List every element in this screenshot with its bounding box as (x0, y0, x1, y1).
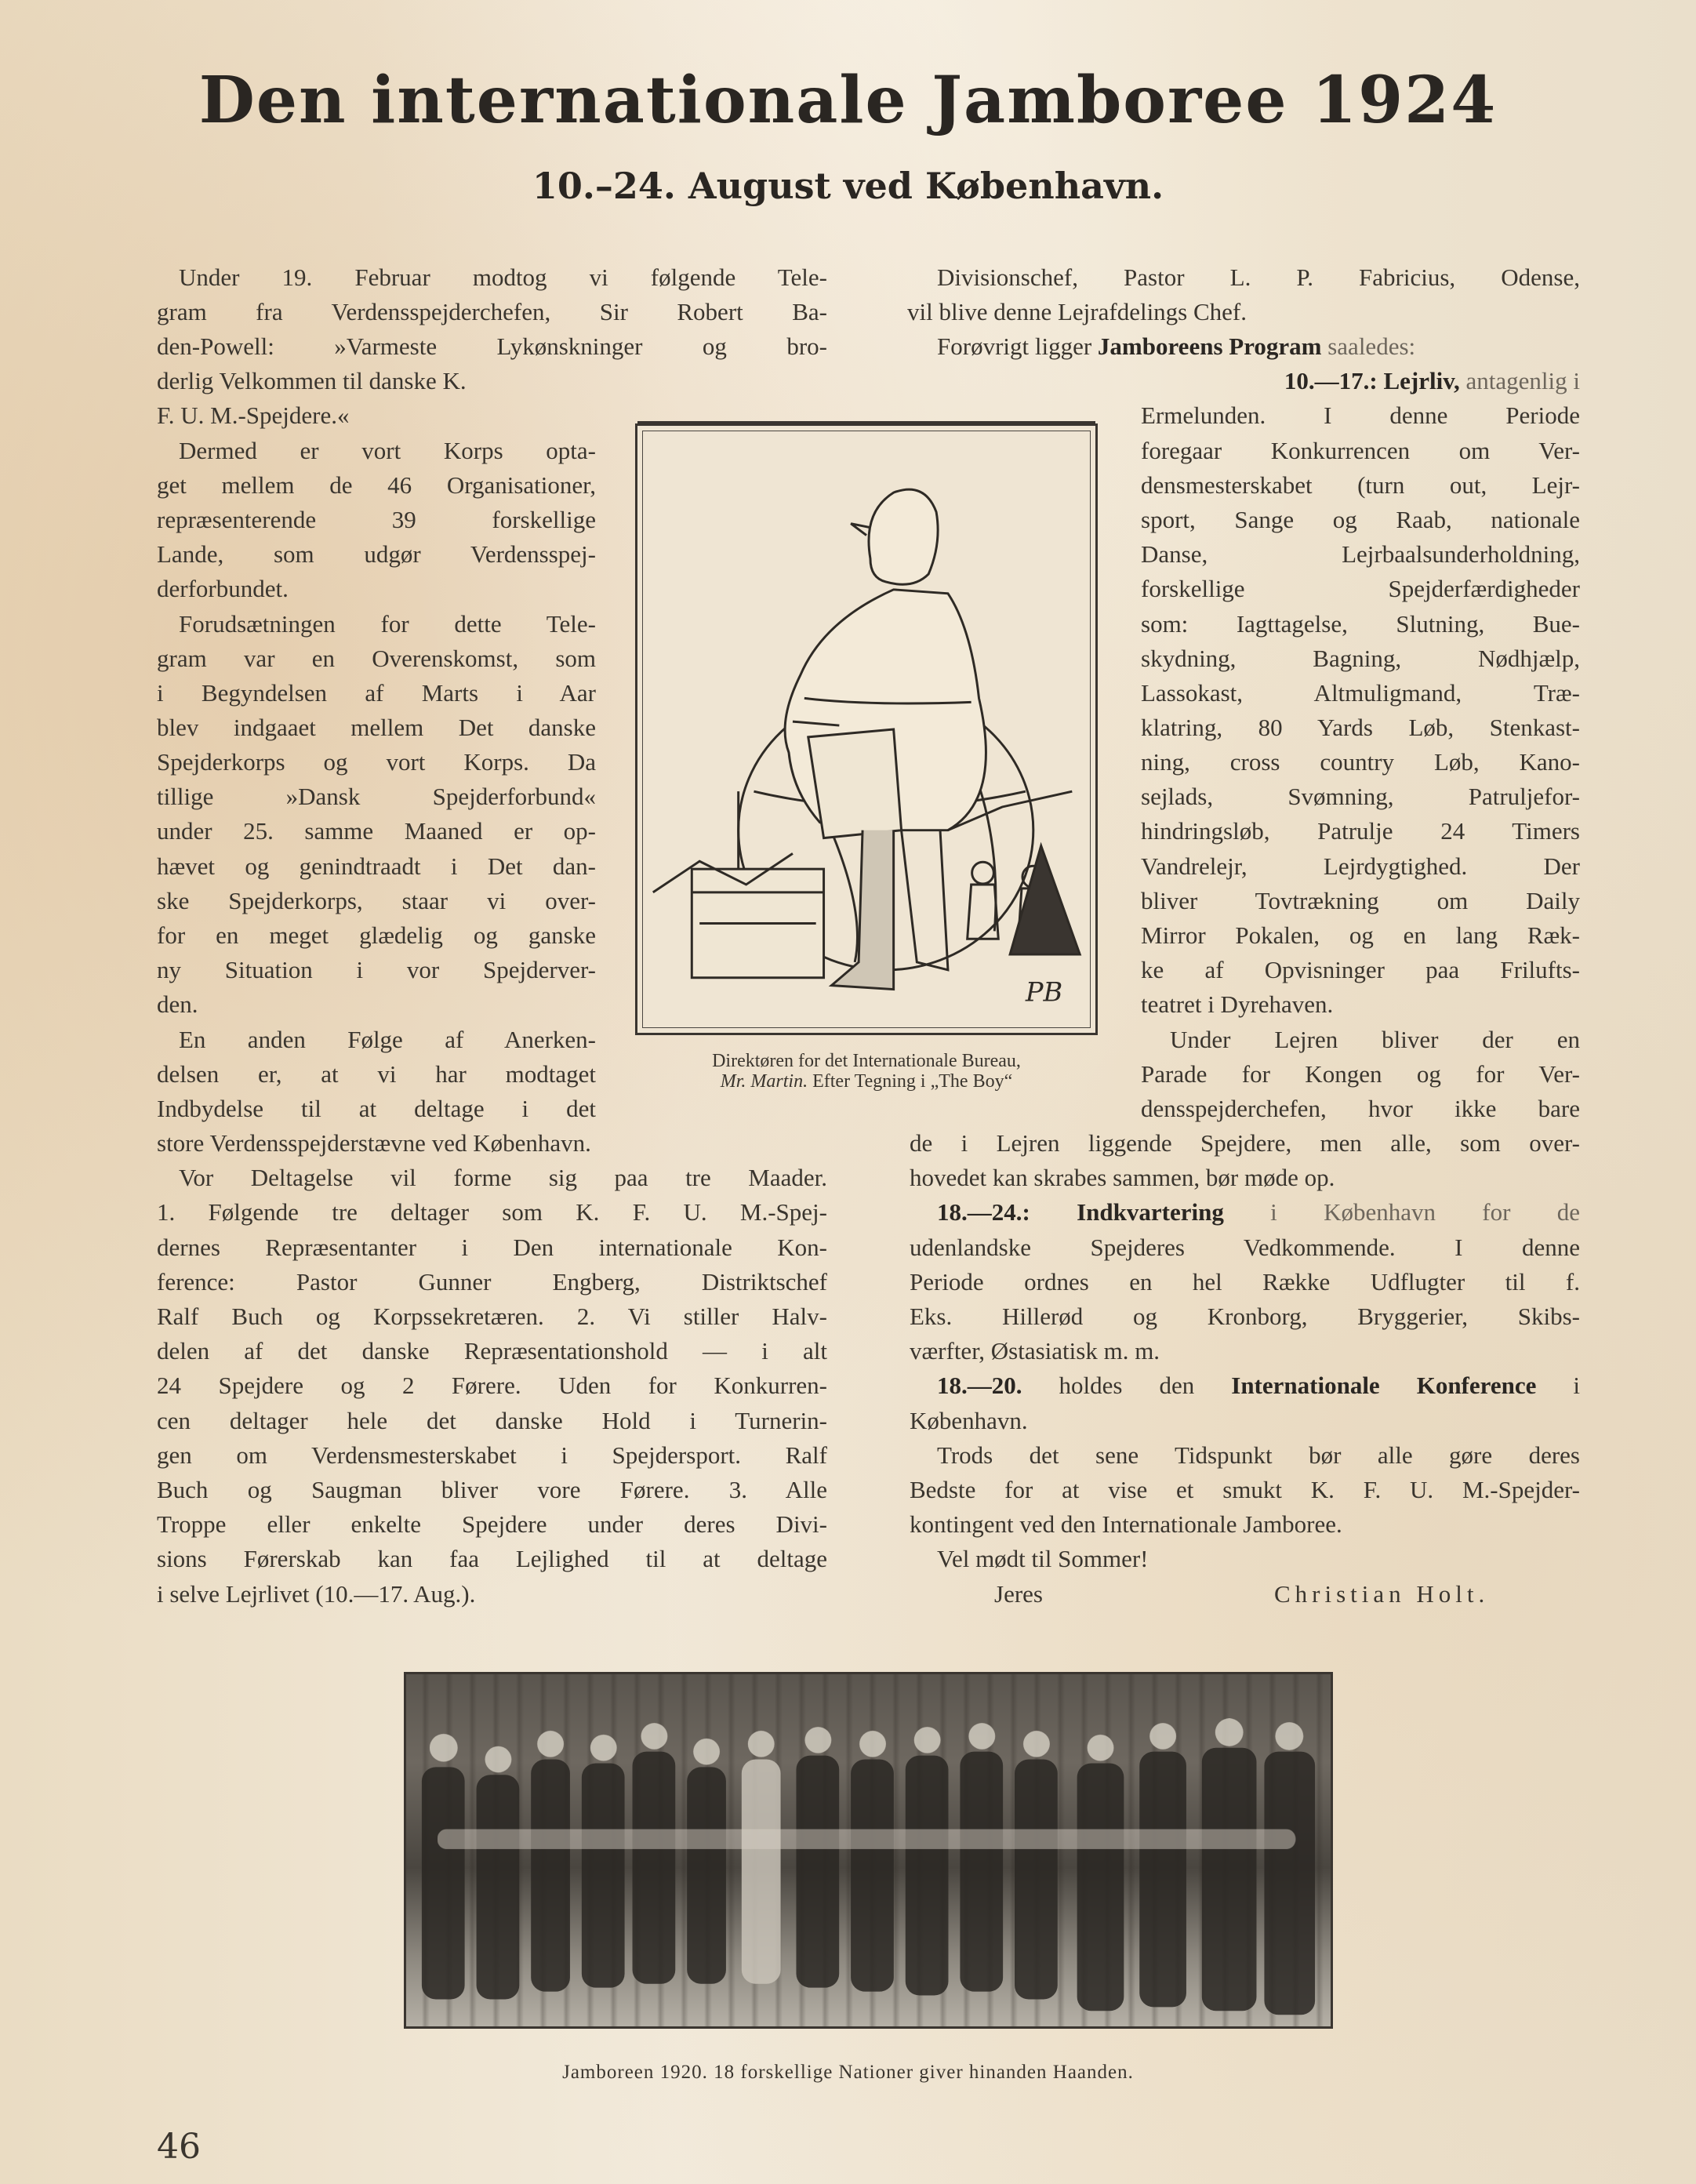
signature-name: Christian Holt. (1274, 1580, 1490, 1608)
text-line: udenlandske Spejderes Vedkommende. I denne (910, 1234, 1580, 1261)
text-line: ference: Pastor Gunner Engberg, Distriktschef (157, 1268, 827, 1296)
text-line: skydning, Bagning, Nødhjælp, (1141, 645, 1580, 672)
illustration-caption-line1: Direktøren for det Internationale Bureau, (712, 1051, 1021, 1071)
photo-caption: Jamboreen 1920. 18 forskellige Nationer giver hinanden Haanden. (562, 2062, 1134, 2083)
text-line: tillige »Dansk Spejderforbund« (157, 783, 596, 810)
program-heading: Jamboreens Program (1097, 333, 1322, 360)
text-line: den-Powell: »Varmeste Lykønskninger og bro- (157, 333, 827, 360)
text-line: sejlads, Svømning, Patruljefor- (1141, 783, 1580, 810)
text-line: Eks. Hillerød og Kronborg, Bryggerier, Skibs- (910, 1303, 1580, 1330)
text-run: i København for de (1223, 1198, 1580, 1226)
text-line: ske Spejderkorps, staar vi over- (157, 887, 596, 914)
text-line: dernes Repræsentanter i Den internationale Kon- (157, 1234, 827, 1261)
cartoon-illustration (635, 423, 1098, 1035)
text-line: kontingent ved den Internationale Jamboree. (910, 1510, 1342, 1538)
caption-italic-name: Mr. Martin. (720, 1071, 808, 1092)
text-line: Divisionschef, Pastor L. P. Fabricius, Odense, (937, 263, 1580, 291)
text-line: i Begyndelsen af Marts i Aar (157, 679, 596, 707)
text-line: Under Lejren bliver der en (1170, 1026, 1580, 1053)
text-line: ning, cross country Løb, Kano- (1141, 748, 1580, 776)
text-line: gram fra Verdensspejderchefen, Sir Robert Ba- (157, 298, 827, 325)
text-line: Vel mødt til Sommer! (937, 1545, 1149, 1572)
photo-scouts-holding-hands (406, 1674, 1331, 2026)
scouts-group-photo (404, 1672, 1333, 2029)
signature-greeting: Jeres (994, 1580, 1043, 1608)
text-line: Lassokast, Altmuligmand, Træ- (1141, 679, 1580, 707)
text-line: Spejderkorps og vort Korps. Da (157, 748, 596, 776)
page-number: 46 (157, 2127, 201, 2167)
text-line: delen af det danske Repræsentationshold — i alt (157, 1337, 827, 1365)
text-line: vil blive denne Lejrafdelings Chef. (907, 298, 1247, 325)
text-line: derforbundet. (157, 575, 289, 602)
text-line: Indbydelse til at deltage i det (157, 1095, 596, 1122)
text-line: sport, Sange og Raab, nationale (1141, 506, 1580, 533)
text-line: Dermed er vort Korps opta- (179, 437, 596, 464)
program-date-18-24: 18.—24.: Indkvartering (937, 1198, 1224, 1226)
text-line: foregaar Konkurrencen om Ver- (1141, 437, 1580, 464)
text-run: saaledes: (1321, 333, 1416, 360)
text-line: ny Situation i vor Spejderver- (157, 956, 596, 983)
text-line: for en meget glædelig og ganske (157, 921, 596, 949)
text-line: hindringsløb, Patrulje 24 Timers (1141, 817, 1580, 845)
page-subtitle: 10.–24. August ved København. (532, 165, 1164, 207)
text-line: blev indgaaet mellem Det danske (157, 714, 596, 741)
text-line: Vandrelejr, Lejrdygtighed. Der (1141, 852, 1580, 880)
text-line: den. (157, 990, 198, 1018)
text-line: delsen er, at vi har modtaget (157, 1060, 596, 1088)
text-line: 24 Spejdere og 2 Førere. Uden for Konkurren- (157, 1372, 827, 1399)
text-line: Vor Deltagelse vil forme sig paa tre Maader. (179, 1164, 827, 1191)
text-line: store Verdensspejderstævne ved København. (157, 1129, 591, 1157)
text-line: derlig Velkommen til danske K. (157, 367, 467, 394)
text-line: En anden Følge af Anerken- (179, 1026, 596, 1053)
text-line: get mellem de 46 Organisationer, (157, 471, 596, 499)
conference-name: Internationale Konference (1231, 1372, 1537, 1399)
text-line: teatret i Dyrehaven. (1141, 990, 1334, 1018)
text-line: hævet og genindtraadt i Det dan- (157, 852, 596, 880)
text-line: densmesterskabet (turn out, Lejr- (1141, 471, 1580, 499)
text-line: 1. Følgende tre deltager som K. F. U. M.-Spej- (157, 1198, 827, 1226)
text-line: gen om Verdensmesterskabet i Spejdersport. Ralf (157, 1441, 827, 1469)
text-line: Forudsætningen for dette Tele- (179, 610, 596, 638)
text-run: holdes den (1022, 1372, 1232, 1399)
text-run: i (1536, 1372, 1580, 1399)
text-line: Periode ordnes en hel Række Udflugter til f. (910, 1268, 1580, 1296)
text-line: de i Lejren liggende Spejdere, men alle, som over- (910, 1129, 1580, 1157)
text-line: sions Førerskab kan faa Lejlighed til at deltage (157, 1545, 827, 1572)
text-line: København. (910, 1407, 1028, 1434)
text-line: Parade for Kongen og for Ver- (1141, 1060, 1580, 1088)
text-line: gram var en Overenskomst, som (157, 645, 596, 672)
text-line: Danse, Lejrbaalsunderholdning, (1141, 540, 1580, 568)
text-line: som: Iagttagelse, Slutning, Bue- (1141, 610, 1580, 638)
text-run: Forøvrigt ligger (937, 333, 1098, 360)
text-line: Ermelunden. I denne Periode (1141, 402, 1580, 429)
illustration-signature: PB (1025, 976, 1063, 1008)
text-line: F. U. M.-Spejdere.« (157, 402, 350, 429)
text-line (937, 1195, 1580, 1230)
text-line: Lande, som udgør Verdensspej- (157, 540, 596, 568)
text-line: under 25. samme Maaned er op- (157, 817, 596, 845)
text-line: Bedste for at vise et smukt K. F. U. M.-Spejder- (910, 1476, 1580, 1503)
text-line: ke af Opvisninger paa Frilufts- (1141, 956, 1580, 983)
text-line: bliver Tovtrækning om Daily (1141, 887, 1580, 914)
text-line: Mirror Pokalen, og en lang Ræk- (1141, 921, 1580, 949)
text-run: antagenlig i (1459, 367, 1580, 394)
text-line: Trods det sene Tidspunkt bør alle gøre deres (937, 1441, 1580, 1469)
text-line: repræsenterende 39 forskellige (157, 506, 596, 533)
illustration-caption-line2 (619, 1071, 1113, 1092)
program-date-18-20: 18.—20. (937, 1372, 1022, 1399)
text-line: hovedet kan skrabes sammen, bør møde op. (910, 1164, 1335, 1191)
text-line: Ralf Buch og Korpssekretæren. 2. Vi stiller Halv- (157, 1303, 827, 1330)
text-line (1145, 364, 1580, 398)
caption-rest: Efter Tegning i „The Boy“ (808, 1071, 1013, 1092)
text-line: Troppe eller enkelte Spejdere under deres Divi- (157, 1510, 827, 1538)
text-line: klatring, 80 Yards Løb, Stenkast- (1141, 714, 1580, 741)
cartoon-drawing (637, 426, 1095, 1033)
text-line: cen deltager hele det danske Hold i Turnerin- (157, 1407, 827, 1434)
text-line: værfter, Østasiatisk m. m. (910, 1337, 1160, 1365)
program-date-10-17: 10.—17.: Lejrliv, (1284, 367, 1460, 394)
text-line: i selve Lejrlivet (10.—17. Aug.). (157, 1580, 476, 1608)
text-line (937, 329, 1580, 364)
text-line: Under 19. Februar modtog vi følgende Tele- (179, 263, 827, 291)
text-line: densspejderchefen, hvor ikke bare (1141, 1095, 1580, 1122)
text-line (937, 1368, 1580, 1403)
text-line: Buch og Saugman bliver vore Førere. 3. Alle (157, 1476, 827, 1503)
text-line: forskellige Spejderfærdigheder (1141, 575, 1580, 602)
page-title: Den internationale Jamboree 1924 (198, 63, 1498, 138)
